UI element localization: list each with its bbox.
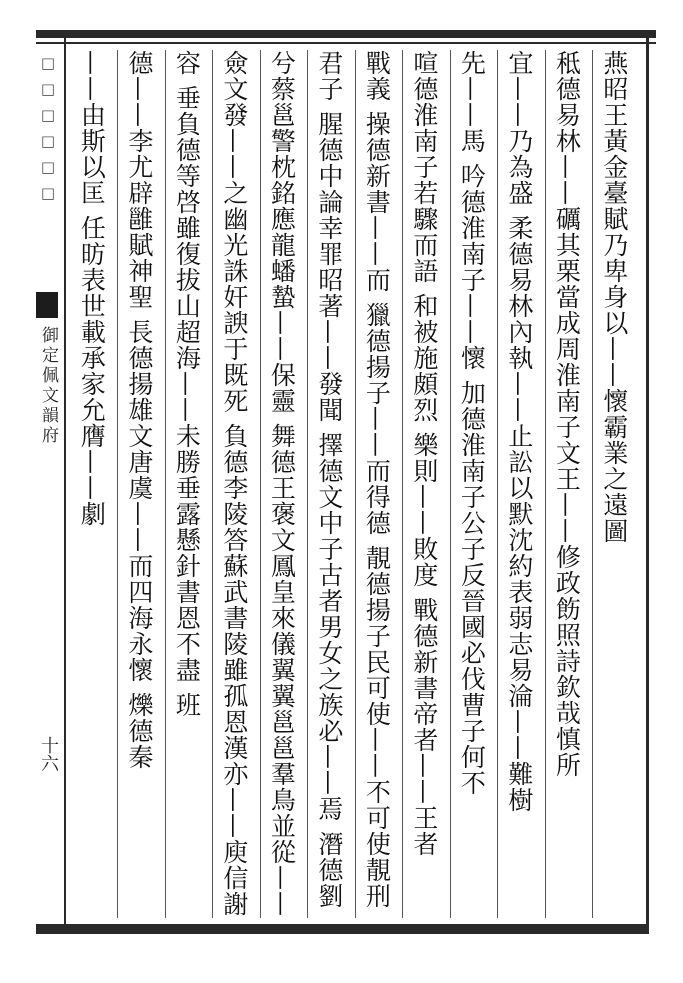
text-column-10: 容 垂負德等啓雖復拔山超海——未勝垂露懸針書恩不盡 班 — [165, 50, 213, 918]
text-column-1: 燕昭王黃金臺賦乃卑身以——懷霸業之遠圖 — [592, 50, 640, 918]
text-column-8: 兮蔡邕警枕銘應龍蟠蟄——保靈 舞德王褒文鳳皇來儀翼翼邕邕羣鳥並從—— — [260, 50, 308, 918]
text-column-4: 先——馬 吟德淮南子——懷 加德淮南子公子反晉國必伐曹子何不 — [450, 50, 498, 918]
margin-top-text: □□□□□□ — [39, 54, 57, 210]
text-column-3: 宜——乃為盛 柔德易林內執——止訟以默沈約表弱志易淪——難樹 — [497, 50, 545, 918]
top-border-inner — [36, 42, 656, 44]
text-column-5: 喧德淮南子若驟而語 和被施頗烈 樂則——敗度 戰德新書帝者——王者 — [402, 50, 450, 918]
margin-divider — [64, 30, 66, 934]
text-column-11: 德——李尤辟雝賦神聖 長德揚雄文唐虞——而四海永懷 爍德秦 — [117, 50, 165, 918]
page-number: 十六 — [38, 736, 59, 772]
right-border — [646, 30, 649, 934]
top-border — [36, 30, 656, 38]
text-column-12: ——由斯以匡 任昉表世載承家允膺——劇 — [77, 50, 107, 527]
text-column-2: 秪德易林——礪其栗當成周淮南子文王——修政飭照詩欽哉慎所 — [545, 50, 593, 918]
text-column-7: 君子 腥德中論幸罪昭著——發聞 擇德文中子古者男女之族必——焉 潛德劉 — [307, 50, 355, 918]
text-column-6: 戰義 操德新書——而 獵德揚子——而得德 靚德揚子民可使——不可使靚刑 — [355, 50, 403, 918]
fish-tail-mark — [36, 292, 58, 318]
book-title: 御定佩文韻府 — [38, 326, 58, 446]
text-columns — [70, 50, 640, 918]
bottom-border — [36, 924, 646, 934]
text-column-9: 僉文發——之幽光誅奸諛于既死 負德李陵答蘇武書陵雖孤恩漢亦——庾信謝 — [212, 50, 260, 918]
